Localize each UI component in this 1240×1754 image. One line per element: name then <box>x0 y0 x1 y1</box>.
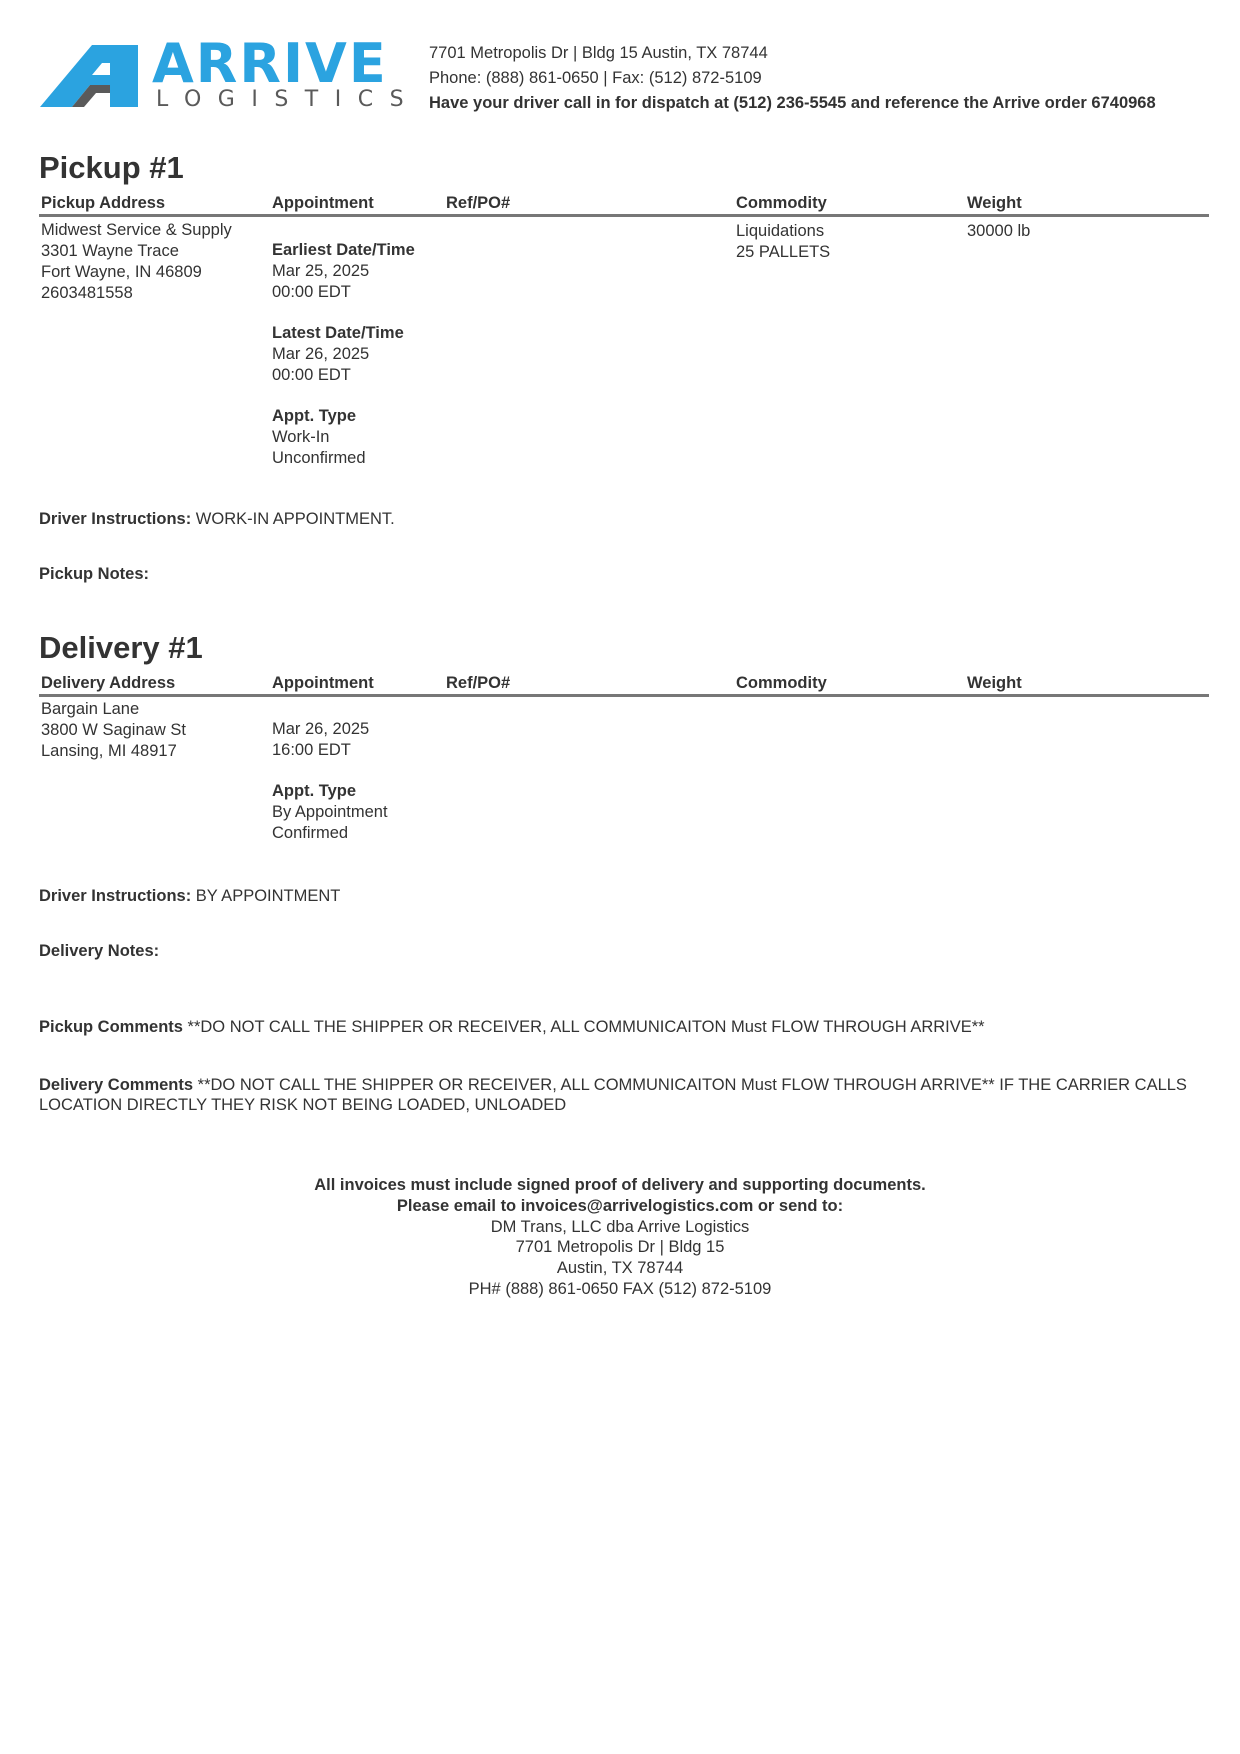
earliest-label: Earliest Date/Time <box>272 241 415 259</box>
delivery-driver-instructions <box>39 886 340 907</box>
delivery-col-address: Delivery Address <box>41 674 176 692</box>
pickup-appt-type-label: Appt. Type <box>272 407 357 425</box>
delivery-address-line: 3800 W Saginaw St <box>41 721 186 739</box>
delivery-driver-instructions-label: Driver Instructions: <box>39 887 192 905</box>
pickup-header-rule <box>39 214 1209 217</box>
delivery-appointment <box>272 719 388 844</box>
earliest-date: Mar 25, 2025 <box>272 262 370 280</box>
pickup-driver-instructions-label: Driver Instructions: <box>39 510 192 528</box>
delivery-comments-text: **DO NOT CALL THE SHIPPER OR RECEIVER, ALL COMMUNICAITON Must FLOW THROUGH ARRIVE** IF THE CARRIER CALLS LOCATION DIRECTLY THEY RISK NOT BEING LOADED, UNLOADED <box>39 1076 1187 1114</box>
latest-label: Latest Date/Time <box>272 324 404 342</box>
earliest-time: 00:00 EDT <box>272 283 351 301</box>
pickup-comments <box>39 1017 985 1038</box>
pickup-commodity <box>736 221 830 263</box>
delivery-address <box>41 699 186 762</box>
delivery-comments-label: Delivery Comments <box>39 1076 194 1094</box>
footer-phone-fax: PH# (888) 861-0650 FAX (512) 872-5109 <box>468 1279 772 1298</box>
delivery-address-line: Bargain Lane <box>41 700 140 718</box>
pickup-col-weight: Weight <box>967 194 1022 212</box>
pickup-col-commodity: Commodity <box>736 194 827 212</box>
company-phone: Phone: (888) 861-0650 | Fax: (512) 872-5109 <box>429 69 762 87</box>
pickup-appt-status: Unconfirmed <box>272 449 366 467</box>
pickup-col-ref: Ref/PO# <box>446 194 511 212</box>
delivery-col-weight: Weight <box>967 674 1022 692</box>
footer-invoice-requirement: All invoices must include signed proof of delivery and supporting documents. <box>314 1176 926 1194</box>
delivery-appt-type-label: Appt. Type <box>272 782 357 800</box>
delivery-header-rule <box>39 694 1209 697</box>
commodity-quantity: 25 PALLETS <box>736 243 831 261</box>
footer-street: 7701 Metropolis Dr | Bldg 15 <box>515 1238 725 1257</box>
pickup-title: Pickup #1 <box>39 150 184 185</box>
footer-company-name: DM Trans, LLC dba Arrive Logistics <box>490 1217 750 1236</box>
pickup-appt-type: Work-In <box>272 428 330 446</box>
latest-date: Mar 26, 2025 <box>272 345 370 363</box>
pickup-comments-label: Pickup Comments <box>39 1018 183 1036</box>
delivery-date: Mar 26, 2025 <box>272 720 370 738</box>
pickup-comments-text: **DO NOT CALL THE SHIPPER OR RECEIVER, ALL COMMUNICAITON Must FLOW THROUGH ARRIVE** <box>187 1018 985 1036</box>
logo-wordmark: ARRIVE <box>152 32 388 95</box>
arrive-logo-mark-icon <box>40 45 138 107</box>
pickup-weight: 30000 lb <box>967 222 1031 240</box>
pickup-col-address: Pickup Address <box>41 194 166 212</box>
arrive-logo <box>40 32 421 112</box>
company-address: 7701 Metropolis Dr | Bldg 15 Austin, TX 78744 <box>429 44 768 62</box>
pickup-appointment <box>272 240 415 469</box>
delivery-title: Delivery #1 <box>39 630 203 665</box>
commodity-name: Liquidations <box>736 222 825 240</box>
delivery-notes <box>39 941 159 962</box>
pickup-notes-label: Pickup Notes: <box>39 565 150 583</box>
delivery-col-ref: Ref/PO# <box>446 674 511 692</box>
pickup-driver-instructions-text: WORK-IN APPOINTMENT. <box>195 510 395 528</box>
logo-subtitle: LOGISTICS <box>156 87 421 112</box>
pickup-phone: 2603481558 <box>41 284 133 302</box>
delivery-appt-status: Confirmed <box>272 824 349 842</box>
delivery-col-appointment: Appointment <box>272 674 374 692</box>
footer-email-instruction: Please email to invoices@arrivelogistics.com or send to: <box>396 1196 844 1215</box>
pickup-address-line: 3301 Wayne Trace <box>41 242 179 260</box>
pickup-col-appointment: Appointment <box>272 194 374 212</box>
pickup-notes <box>39 564 149 585</box>
pickup-driver-instructions <box>39 509 395 530</box>
pickup-address-line: Fort Wayne, IN 46809 <box>41 263 202 281</box>
footer-city: Austin, TX 78744 <box>556 1259 684 1278</box>
company-info <box>429 41 1156 116</box>
dispatch-instructions: Have your driver call in for dispatch at (512) 236-5545 and reference the Arrive order 6740968 <box>429 94 1156 112</box>
delivery-notes-label: Delivery Notes: <box>39 942 160 960</box>
invoice-footer <box>0 1175 1240 1300</box>
delivery-time: 16:00 EDT <box>272 741 351 759</box>
delivery-address-line: Lansing, MI 48917 <box>41 742 177 760</box>
delivery-col-commodity: Commodity <box>736 674 827 692</box>
delivery-driver-instructions-text: BY APPOINTMENT <box>195 887 341 905</box>
pickup-address-line: Midwest Service & Supply <box>41 221 232 239</box>
latest-time: 00:00 EDT <box>272 366 351 384</box>
pickup-address <box>41 220 232 304</box>
delivery-comments <box>39 1075 1214 1115</box>
delivery-appt-type: By Appointment <box>272 803 388 821</box>
